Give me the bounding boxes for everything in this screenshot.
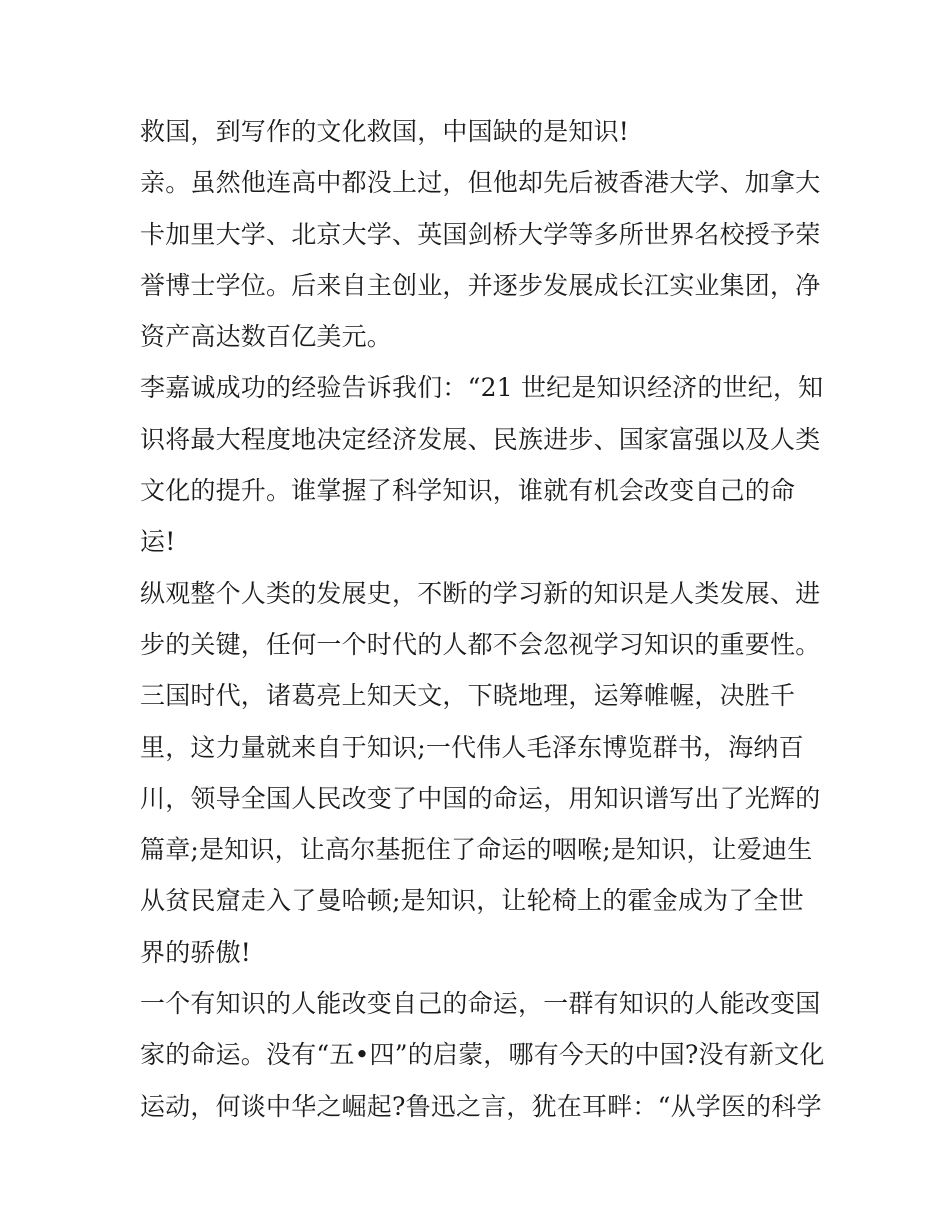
text-line: 救国，到写作的文化救国，中国缺的是知识! — [140, 117, 630, 146]
text-line: 资产高达数百亿美元。 — [140, 322, 393, 352]
text-line: 亲。虽然他连高中都没上过，但他却先后被香港大学、加拿大 — [140, 168, 821, 198]
text-line: 篇章;是知识，让高尔基扼住了命运的咽喉;是知识，让爱迪生 — [140, 835, 813, 865]
text-line: 文化的提升。谁掌握了科学知识，谁就有机会改变自己的命 — [140, 476, 796, 506]
body-text — [140, 106, 825, 1132]
text-line: 运动，何谈中华之崛起?鲁迅之言，犹在耳畔：“从学医的科学 — [140, 1091, 822, 1121]
text-line: 三国时代，诸葛亮上知天文，下晓地理，运筹帷幄，决胜千 — [140, 681, 796, 711]
text-line: 川，领导全国人民改变了中国的命运，用知识谱写出了光辉的 — [140, 783, 821, 813]
text-line: 纵观整个人类的发展史，不断的学习新的知识是人类发展、进 — [140, 578, 821, 608]
text-line: 运! — [140, 527, 176, 557]
text-line: 步的关键，任何一个时代的人都不会忽视学习知识的重要性。 — [140, 629, 821, 659]
text-line: 从贫民窟走入了曼哈顿;是知识，让轮椅上的霍金成为了全世 — [140, 886, 804, 916]
text-line: 里，这力量就来自于知识;一代伟人毛泽东博览群书，海纳百 — [140, 732, 804, 762]
text-line: 识将最大程度地决定经济发展、民族进步、国家富强以及人类 — [140, 424, 821, 454]
text-line: 一个有知识的人能改变自己的命运，一群有知识的人能改变国 — [140, 989, 821, 1019]
text-line: 家的命运。没有“五•四”的启蒙，哪有今天的中国?没有新文化 — [140, 1040, 825, 1070]
text-line: 卡加里大学、北京大学、英国剑桥大学等多所世界名校授予荣 — [140, 219, 821, 249]
text-line: 誉博士学位。后来自主创业，并逐步发展成长江实业集团，净 — [140, 270, 821, 300]
text-line: 李嘉诚成功的经验告诉我们：“21 世纪是知识经济的世纪，知 — [140, 373, 824, 403]
text-line: 界的骄傲! — [140, 937, 252, 967]
